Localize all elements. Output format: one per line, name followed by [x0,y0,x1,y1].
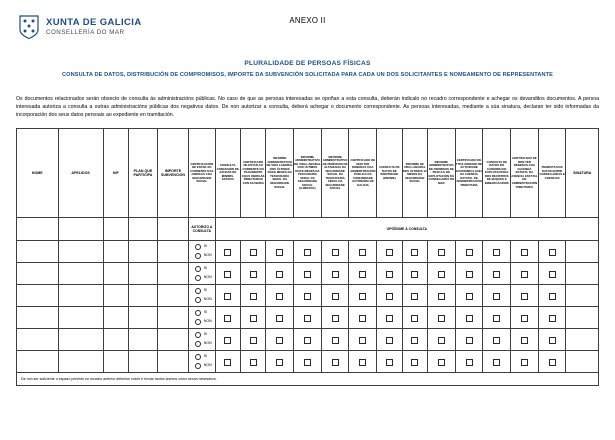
checkbox-icon[interactable] [224,359,231,366]
oppose-checkbox-cell[interactable] [321,241,349,263]
table-row [17,307,599,329]
radio-option-no[interactable] [195,297,212,303]
oppose-checkbox-cell[interactable] [427,351,455,373]
checkbox-icon[interactable] [250,315,257,322]
oppose-checkbox-cell[interactable] [427,329,455,351]
checkbox-icon[interactable] [276,293,283,300]
radio-label: NON [203,341,212,346]
checkbox-icon[interactable] [466,337,473,344]
column-header: SINATURA [566,129,599,218]
authorize-consent-cell[interactable] [189,241,216,263]
checkbox-icon[interactable] [304,249,311,256]
authorize-consent-cell[interactable] [189,285,216,307]
oppose-checkbox-cell[interactable] [402,307,427,329]
oppose-checkbox-cell[interactable] [538,241,566,263]
text-input-cell[interactable] [103,263,128,285]
checkbox-icon[interactable] [359,249,366,256]
radio-icon[interactable] [195,275,201,281]
oppose-checkbox-cell[interactable] [349,329,377,351]
checkbox-icon[interactable] [276,315,283,322]
radio-option-yes[interactable] [195,244,207,250]
oppose-checkbox-cell[interactable] [483,329,511,351]
text-input-cell[interactable] [17,329,59,351]
text-input-cell[interactable] [157,329,188,351]
oppose-checkbox-cell[interactable] [483,263,511,285]
oppose-checkbox-cell[interactable] [266,241,294,263]
brand-department: CONSELLERÍA DO MAR [46,28,125,36]
checkbox-icon[interactable] [493,337,500,344]
radio-option-no[interactable] [195,275,212,281]
checkbox-icon[interactable] [250,359,257,366]
table-row [17,285,599,307]
oppose-band-label: OPÓÑOME Á CONSULTA [215,218,598,241]
oppose-checkbox-cell[interactable] [511,285,539,307]
radio-label: SI [203,266,208,271]
band-blank-cell [157,218,188,241]
text-input-cell[interactable] [129,263,158,285]
oppose-checkbox-cell[interactable] [483,351,511,373]
checkbox-icon[interactable] [438,315,445,322]
oppose-checkbox-cell[interactable] [538,329,566,351]
oppose-checkbox-cell[interactable] [266,285,294,307]
checkbox-icon[interactable] [493,293,500,300]
oppose-checkbox-cell[interactable] [321,285,349,307]
authorize-band-label: AUTORIZO A CONSULTA [189,218,216,241]
intro-paragraph [14,95,601,119]
oppose-checkbox-cell[interactable] [349,307,377,329]
checkbox-icon[interactable] [276,271,283,278]
signature-cell[interactable] [566,329,599,351]
checkbox-icon[interactable] [276,359,283,366]
oppose-checkbox-cell[interactable] [215,285,240,307]
radio-icon[interactable] [195,244,201,250]
signature-cell[interactable] [566,285,599,307]
oppose-checkbox-cell[interactable] [215,307,240,329]
checkbox-icon[interactable] [304,315,311,322]
oppose-checkbox-cell[interactable] [294,307,322,329]
annex-label: ANEXO II [289,16,326,25]
checkbox-icon[interactable] [466,359,473,366]
band-blank-cell [58,218,103,241]
authorize-consent-cell[interactable] [189,307,216,329]
radio-icon[interactable] [195,341,201,347]
column-header: IMPORTE SUBVENCIÓN [157,129,188,218]
column-header: CERTIFICADO DE NON TER DÉBEDAS COA ADMINISTRACIÓN PÚBLICA DA COMUNIDADE AUTÓNOMA DE GALICIA [349,129,377,218]
checkbox-icon[interactable] [411,359,418,366]
intro-text: Os documentos relacionados serán obxecto de consulta ás administracións públicas. No caso de que as persoas interesadas se opoñan a esta consulta, deberán indicalo no recadro correspondente e achegar os devanditos documentos. A persoa interesada autoriza a consulta a outras administracións públicas dos negativos datos. De non autorizar a consulta, deberá achegar o documento correspondente. As persoas interesadas, mediante a súa sinatura, declaran ter sido informadas da incorporación dos seus datos persoais ao expediente en tramitación. [16,96,599,119]
oppose-checkbox-cell[interactable] [402,241,427,263]
checkbox-icon[interactable] [386,293,393,300]
checkbox-icon[interactable] [332,337,339,344]
radio-label: SI [203,332,208,337]
table-row [17,351,599,373]
signature-cell[interactable] [566,307,599,329]
oppose-checkbox-cell[interactable] [455,351,483,373]
column-header: CERTIFICADO DE ESTAR AO CORRENTE DO PAGAMENTO COAS OBRIGAS TRIBUTARIAS CON FACENDA [240,129,265,218]
text-input-cell[interactable] [17,263,59,285]
text-input-cell[interactable] [17,241,59,263]
band-blank-cell [17,218,59,241]
oppose-checkbox-cell[interactable] [402,329,427,351]
radio-label: SI [203,310,208,315]
table-header [17,129,599,218]
checkbox-icon[interactable] [521,271,528,278]
text-input-cell[interactable] [103,241,128,263]
oppose-checkbox-cell[interactable] [321,307,349,329]
radio-label: SI [203,244,208,249]
checkbox-icon[interactable] [250,271,257,278]
checkbox-icon[interactable] [304,293,311,300]
oppose-checkbox-cell[interactable] [215,351,240,373]
radio-label: SI [203,288,208,293]
checkbox-icon[interactable] [521,315,528,322]
text-input-cell[interactable] [103,307,128,329]
oppose-checkbox-cell[interactable] [377,285,402,307]
oppose-checkbox-cell[interactable] [266,263,294,285]
text-input-cell[interactable] [157,351,188,373]
oppose-checkbox-cell[interactable] [511,307,539,329]
checkbox-icon[interactable] [386,315,393,322]
oppose-checkbox-cell[interactable] [349,351,377,373]
text-input-cell[interactable] [58,329,103,351]
oppose-checkbox-cell[interactable] [377,263,402,285]
checkbox-icon[interactable] [493,315,500,322]
checkbox-icon[interactable] [549,337,556,344]
radio-label: NON [203,319,212,324]
oppose-checkbox-cell[interactable] [427,307,455,329]
oppose-checkbox-cell[interactable] [511,241,539,263]
text-input-cell[interactable] [129,329,158,351]
checkbox-icon[interactable] [304,337,311,344]
radio-label: NON [203,275,212,280]
signature-cell[interactable] [566,351,599,373]
oppose-checkbox-cell[interactable] [294,351,322,373]
checkbox-icon[interactable] [438,337,445,344]
checkbox-icon[interactable] [438,293,445,300]
checkbox-icon[interactable] [521,249,528,256]
oppose-checkbox-cell[interactable] [455,329,483,351]
oppose-checkbox-cell[interactable] [321,263,349,285]
oppose-checkbox-cell[interactable] [266,329,294,351]
text-input-cell[interactable] [58,285,103,307]
oppose-checkbox-cell[interactable] [240,263,265,285]
oppose-checkbox-cell[interactable] [321,351,349,373]
checkbox-icon[interactable] [438,359,445,366]
column-header: CONSULTA CONCESIÓN DE AXUDAS DE MINIMIS. ESTADO [215,129,240,218]
checkbox-icon[interactable] [224,293,231,300]
checkbox-icon[interactable] [493,271,500,278]
column-header: CONSULTA DE DATOS DO CADERNO DE EXPLOTACIÓN E DOS REXISTROS DE BUQUES E EMBARCACIÓNS [483,129,511,218]
checkbox-icon[interactable] [386,359,393,366]
checkbox-icon[interactable] [359,359,366,366]
checkbox-icon[interactable] [250,293,257,300]
checkbox-icon[interactable] [224,337,231,344]
checkbox-icon[interactable] [276,249,283,256]
radio-option-yes[interactable] [195,288,207,294]
checkbox-icon[interactable] [359,293,366,300]
oppose-checkbox-cell[interactable] [455,285,483,307]
text-input-cell[interactable] [157,241,188,263]
text-input-cell[interactable] [58,351,103,373]
oppose-checkbox-cell[interactable] [294,329,322,351]
checkbox-icon[interactable] [332,293,339,300]
radio-option-yes[interactable] [195,266,207,272]
column-header: INFORME ADMINISTRATIVO DE VIDA LABORAL DOS ÚLTIMOS DOCE MESES DA TESOURARÍA XERAL DA SEGURIDADE SOCIAL (ILIMITADA) [294,129,322,218]
radio-label: NON [203,363,212,368]
radio-icon[interactable] [195,319,201,325]
checkbox-icon[interactable] [411,293,418,300]
column-header: PLAN QUE PARTICIPA [129,129,158,218]
checkbox-icon[interactable] [386,249,393,256]
oppose-checkbox-cell[interactable] [294,241,322,263]
oppose-checkbox-cell[interactable] [215,263,240,285]
oppose-checkbox-cell[interactable] [402,285,427,307]
table-header-row [17,129,599,218]
oppose-checkbox-cell[interactable] [511,351,539,373]
oppose-checkbox-cell[interactable] [321,329,349,351]
radio-option-no[interactable] [195,253,212,259]
column-header: INFORME ADMINISTRATIVO DE VIDA LABORAL DOS ÚLTIMOS DOCE MESES DA TESOURARÍA XERAL DA SEGURIDADE SOCIAL [266,129,294,218]
text-input-cell[interactable] [157,285,188,307]
checkbox-icon[interactable] [549,293,556,300]
signature-cell[interactable] [566,263,599,285]
oppose-checkbox-cell[interactable] [377,329,402,351]
checkbox-icon[interactable] [411,271,418,278]
oppose-checkbox-cell[interactable] [538,307,566,329]
column-header: NOME [17,129,59,218]
checkbox-icon[interactable] [493,249,500,256]
table-body [17,218,599,373]
oppose-checkbox-cell[interactable] [538,263,566,285]
text-input-cell[interactable] [17,285,59,307]
oppose-checkbox-cell[interactable] [427,241,455,263]
radio-icon[interactable] [195,354,201,360]
oppose-checkbox-cell[interactable] [240,307,265,329]
oppose-checkbox-cell[interactable] [266,307,294,329]
oppose-checkbox-cell[interactable] [402,263,427,285]
oppose-checkbox-cell[interactable] [240,351,265,373]
radio-option-yes[interactable] [195,310,207,316]
checkbox-icon[interactable] [521,337,528,344]
oppose-checkbox-cell[interactable] [240,241,265,263]
checkbox-icon[interactable] [466,315,473,322]
oppose-checkbox-cell[interactable] [266,351,294,373]
text-input-cell[interactable] [129,351,158,373]
checkbox-icon[interactable] [411,337,418,344]
signature-cell[interactable] [566,241,599,263]
checkbox-icon[interactable] [332,249,339,256]
oppose-checkbox-cell[interactable] [511,263,539,285]
oppose-checkbox-cell[interactable] [294,285,322,307]
oppose-checkbox-cell[interactable] [538,285,566,307]
radio-icon[interactable] [195,266,201,272]
page-subtitle: CONSULTA DE DATOS, DISTRIBUCIÓN DE COMPROMISOS, IMPORTE DA SUBVENCIÓN SOLICITADA PARA CADA UN DOS SOLICITANTES E NOMEAMENTO DE REPRESENTANTE [62,72,553,78]
authorize-consent-cell[interactable] [189,329,216,351]
oppose-checkbox-cell[interactable] [349,263,377,285]
checkbox-icon[interactable] [466,249,473,256]
column-header: APELIDOS [58,129,103,218]
footnote: De non ser suficiente o espazo previsto no recadro anterior débense cubrir e enviar tantos anexos como sexan necesarios. [16,373,599,386]
brand-name: XUNTA DE GALICIA [46,16,142,28]
text-input-cell[interactable] [58,307,103,329]
checkbox-icon[interactable] [549,271,556,278]
checkbox-icon[interactable] [276,337,283,344]
text-input-cell[interactable] [17,351,59,373]
oppose-checkbox-cell[interactable] [483,241,511,263]
data-table-wrapper [14,128,601,386]
table-row [17,241,599,263]
checkbox-icon[interactable] [304,359,311,366]
oppose-checkbox-cell[interactable] [215,241,240,263]
radio-label: NON [203,253,212,258]
column-header: PERMUTA DOS DATOS ENTRE CONSELLERÍAS E AXENCIAS [538,129,566,218]
radio-icon[interactable] [195,332,201,338]
document-header [14,10,601,44]
oppose-checkbox-cell[interactable] [294,263,322,285]
radio-icon[interactable] [195,297,201,303]
oppose-checkbox-cell[interactable] [455,263,483,285]
checkbox-icon[interactable] [411,249,418,256]
oppose-checkbox-cell[interactable] [377,241,402,263]
radio-icon[interactable] [195,310,201,316]
oppose-checkbox-cell[interactable] [349,285,377,307]
band-blank-cell [129,218,158,241]
radio-label: SI [203,354,208,359]
radio-option-no[interactable] [195,341,212,347]
checkbox-icon[interactable] [521,293,528,300]
column-header: CERTIFICADO DE NON TER DÉBEDAS COA FACENDA ESTATAL DA AXENCIA ESTATAL DE ADMINISTRACIÓN TRIBUTARIA [511,129,539,218]
oppose-checkbox-cell[interactable] [215,329,240,351]
checkbox-icon[interactable] [304,271,311,278]
text-input-cell[interactable] [157,307,188,329]
text-input-cell[interactable] [58,241,103,263]
checkbox-icon[interactable] [466,293,473,300]
column-header: NIF [103,129,128,218]
oppose-checkbox-cell[interactable] [349,241,377,263]
authorize-consent-cell[interactable] [189,351,216,373]
column-header: INFORME ADMINISTRATIVO DE PERÍODOS DE ALTA/BAIXA DA SEGURIDADE SOCIAL DA TESOURARÍA XERAL DA SEGURIDADE SOCIAL [321,129,349,218]
oppose-checkbox-cell[interactable] [377,351,402,373]
text-input-cell[interactable] [58,263,103,285]
checkbox-icon[interactable] [411,315,418,322]
oppose-checkbox-cell[interactable] [240,329,265,351]
oppose-checkbox-cell[interactable] [483,285,511,307]
table-row [17,329,599,351]
checkbox-icon[interactable] [224,315,231,322]
checkbox-icon[interactable] [386,271,393,278]
checkbox-icon[interactable] [466,271,473,278]
checkbox-icon[interactable] [224,271,231,278]
checkbox-icon[interactable] [359,315,366,322]
checkbox-icon[interactable] [359,337,366,344]
checkbox-icon[interactable] [332,359,339,366]
radio-option-no[interactable] [195,363,212,369]
checkbox-icon[interactable] [438,271,445,278]
radio-option-no[interactable] [195,319,212,325]
oppose-checkbox-cell[interactable] [538,351,566,373]
oppose-checkbox-cell[interactable] [402,351,427,373]
checkbox-icon[interactable] [250,249,257,256]
column-header: CERTIFICADO DE TITULARIDADE DE ACTIVIDADE ECONÓMICA (IAE) DA AXENCIA ESTATAL DE ADMINISTRACIÓN TRIBUTARIA [455,129,483,218]
column-header: INFORME ADMINISTRATIVO DE PERMISOS DE PESCA E DE EXPLOTACIÓN DA CONSELLERÍA DO MAR [427,129,455,218]
radio-label: NON [203,297,212,302]
column-header: INFORME DE VIDA LABORAL DOS ÚLTIMOS 12 MESES DA SEGURIDADE SOCIAL [402,129,427,218]
table-row [17,263,599,285]
checkbox-icon[interactable] [549,315,556,322]
oppose-checkbox-cell[interactable] [427,285,455,307]
checkbox-icon[interactable] [386,337,393,344]
radio-icon[interactable] [195,288,201,294]
text-input-cell[interactable] [129,285,158,307]
text-input-cell[interactable] [129,241,158,263]
text-input-cell[interactable] [103,329,128,351]
oppose-checkbox-cell[interactable] [377,307,402,329]
oppose-checkbox-cell[interactable] [427,263,455,285]
consent-band-row [17,218,599,241]
checkbox-icon[interactable] [521,359,528,366]
text-input-cell[interactable] [129,307,158,329]
text-input-cell[interactable] [103,351,128,373]
text-input-cell[interactable] [17,307,59,329]
checkbox-icon[interactable] [493,359,500,366]
text-input-cell[interactable] [103,285,128,307]
band-blank-cell [103,218,128,241]
checkbox-icon[interactable] [250,337,257,344]
text-input-cell[interactable] [157,263,188,285]
checkbox-icon[interactable] [549,359,556,366]
checkbox-icon[interactable] [224,249,231,256]
checkbox-icon[interactable] [438,249,445,256]
checkbox-icon[interactable] [549,249,556,256]
checkbox-icon[interactable] [332,271,339,278]
checkbox-icon[interactable] [359,271,366,278]
oppose-checkbox-cell[interactable] [511,329,539,351]
oppose-checkbox-cell[interactable] [455,307,483,329]
radio-option-yes[interactable] [195,332,207,338]
checkbox-icon[interactable] [332,315,339,322]
authorize-consent-cell[interactable] [189,263,216,285]
oppose-checkbox-cell[interactable] [240,285,265,307]
oppose-checkbox-cell[interactable] [483,307,511,329]
radio-icon[interactable] [195,363,201,369]
column-header: CONSULTA DE DATOS DE IDENTIDADE (DNI/NIE) [377,129,402,218]
page-title: PLURALIDADE DE PERSOAS FÍSICAS [244,60,371,67]
radio-icon[interactable] [195,253,201,259]
pluralidade-table [16,128,599,373]
oppose-checkbox-cell[interactable] [455,241,483,263]
radio-option-yes[interactable] [195,354,207,360]
column-header: CERTIFICACIÓN DE ESTAR AO CORRENTE DAS OBRIGAS COA SEGURIDADE SOCIAL [189,129,216,218]
